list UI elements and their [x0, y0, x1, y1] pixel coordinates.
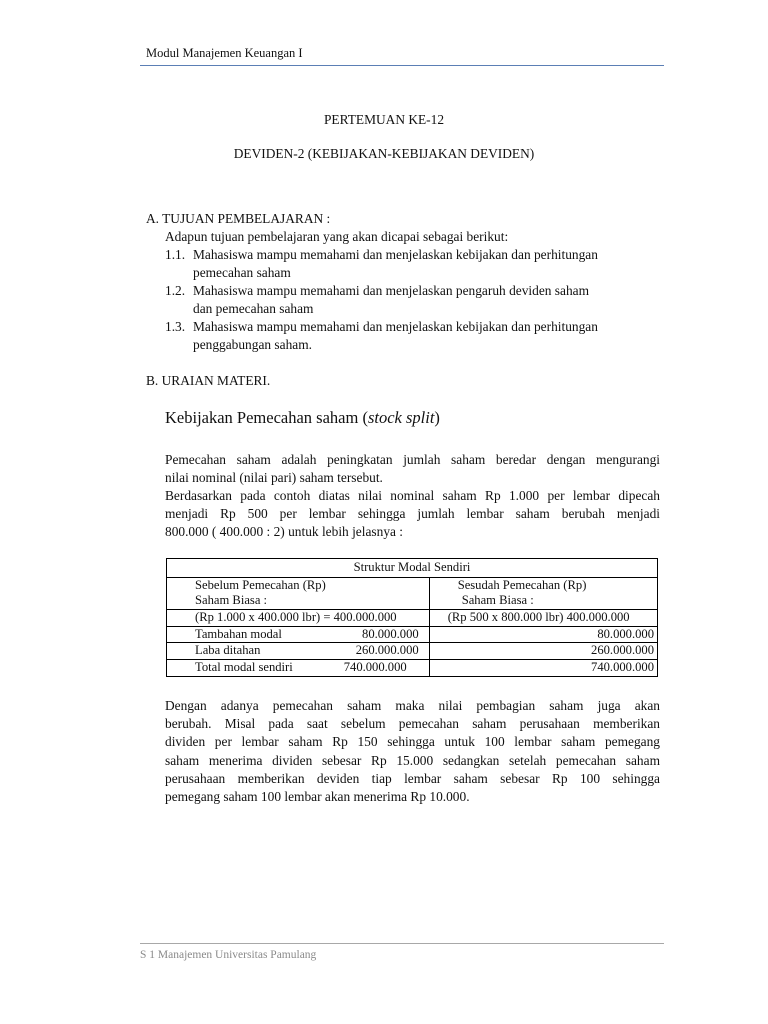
- row-label: Tambahan modal: [195, 626, 282, 641]
- subsection-title-main: Kebijakan Pemecahan saham (: [165, 408, 368, 427]
- header-divider: [140, 65, 664, 66]
- subsection-title: [165, 407, 440, 429]
- column-header-after: Sesudah Pemecahan (Rp): [429, 577, 657, 593]
- row-label: Total modal sendiri: [195, 660, 293, 675]
- table-row: [167, 610, 658, 627]
- capital-structure-table: [166, 558, 658, 677]
- table-row: [167, 643, 658, 660]
- table-row: [167, 626, 658, 643]
- objective-number: 1.3.: [165, 319, 186, 334]
- objective-text-cont: dan pemecahan saham: [193, 301, 314, 316]
- objective-text-cont: pemecahan saham: [193, 265, 291, 280]
- subsection-title-end: ): [434, 408, 440, 427]
- footer-divider: [140, 943, 664, 944]
- paragraph-line: menjadi Rp 500 per lembar sehingga jumlah lembar saham berubah menjadi: [165, 506, 660, 522]
- objective-text-cont: penggabungan saham.: [193, 337, 312, 352]
- cell-before: [167, 626, 430, 643]
- row-value-before: 260.000.000: [355, 643, 419, 658]
- cell-label-after: Saham Biasa :: [429, 593, 657, 609]
- table-header-row: [167, 577, 658, 593]
- objective-text: Mahasiswa mampu memahami dan menjelaskan kebijakan dan perhitungan: [193, 319, 598, 334]
- running-footer: S 1 Manajemen Universitas Pamulang: [140, 949, 317, 961]
- objective-number: 1.2.: [165, 283, 186, 298]
- paragraph-line: saham menerima dividen sebesar Rp 15.000 sedangkan setelah pemecahan saham: [165, 752, 660, 768]
- paragraph-line: Berdasarkan pada contoh diatas nilai nominal saham Rp 1.000 per lembar dipecah: [165, 488, 660, 503]
- paragraph-line: 800.000 ( 400.000 : 2) untuk lebih jelasnya :: [165, 524, 404, 540]
- table-caption-row: [167, 559, 658, 578]
- paragraph-dividend-effect: [165, 697, 660, 806]
- section-b-heading: B. URAIAN MATERI.: [146, 373, 271, 388]
- section-a-heading: A. TUJUAN PEMBELAJARAN :: [146, 211, 331, 226]
- objective-number: 1.1.: [165, 247, 186, 262]
- subsection-title-italic: stock split: [367, 408, 435, 427]
- row-value-before: 80.000.000: [362, 626, 419, 641]
- cell-calc-after: (Rp 500 x 800.000 lbr) 400.000.000: [429, 610, 657, 627]
- cell-before: [167, 643, 430, 660]
- section-a-intro: Adapun tujuan pembelajaran yang akan dicapai sebagai berikut:: [165, 229, 509, 244]
- paragraph-line: nilai nominal (nilai pari) saham tersebut.: [165, 470, 383, 486]
- row-value-after: 740.000.000: [429, 660, 657, 677]
- row-label: Laba ditahan: [195, 643, 261, 658]
- objective-text: Mahasiswa mampu memahami dan menjelaskan pengaruh deviden saham: [193, 283, 590, 298]
- cell-calc-before: (Rp 1.000 x 400.000 lbr) = 400.000.000: [167, 610, 430, 627]
- meeting-subtitle: DEVIDEN-2 (KEBIJAKAN-KEBIJAKAN DEVIDEN): [233, 146, 535, 161]
- running-header: Modul Manajemen Keuangan I: [146, 46, 303, 60]
- paragraph-line: Dengan adanya pemecahan saham maka nilai pembagian saham juga akan: [165, 698, 660, 713]
- table-row: [167, 660, 658, 677]
- table-row: [167, 593, 658, 609]
- row-value-before: 740.000.000: [343, 660, 407, 675]
- row-value-after: 260.000.000: [429, 643, 657, 660]
- cell-before: [167, 660, 430, 677]
- table-caption: Struktur Modal Sendiri: [167, 559, 658, 578]
- paragraph-example: [165, 487, 660, 542]
- paragraph-line: perusahaan memberikan deviden tiap lembar saham sebesar Rp 100 sehingga: [165, 770, 660, 786]
- meeting-title: PERTEMUAN KE-12: [323, 112, 445, 127]
- paragraph-line: dividen per lembar saham Rp 150 sehingga untuk 100 lembar saham pemegang: [165, 734, 660, 750]
- column-header-before: Sebelum Pemecahan (Rp): [167, 577, 430, 593]
- paragraph-line: pemegang saham 100 lembar akan menerima Rp 10.000.: [165, 789, 470, 805]
- cell-label-before: Saham Biasa :: [167, 593, 430, 609]
- paragraph-definition: [165, 451, 660, 487]
- paragraph-line: Pemecahan saham adalah peningkatan jumlah saham beredar dengan mengurangi: [165, 452, 660, 467]
- objective-text: Mahasiswa mampu memahami dan menjelaskan kebijakan dan perhitungan: [193, 247, 598, 262]
- row-value-after: 80.000.000: [429, 626, 657, 643]
- paragraph-line: berubah. Misal pada saat sebelum pemecahan saham perusahaan memberikan: [165, 716, 660, 732]
